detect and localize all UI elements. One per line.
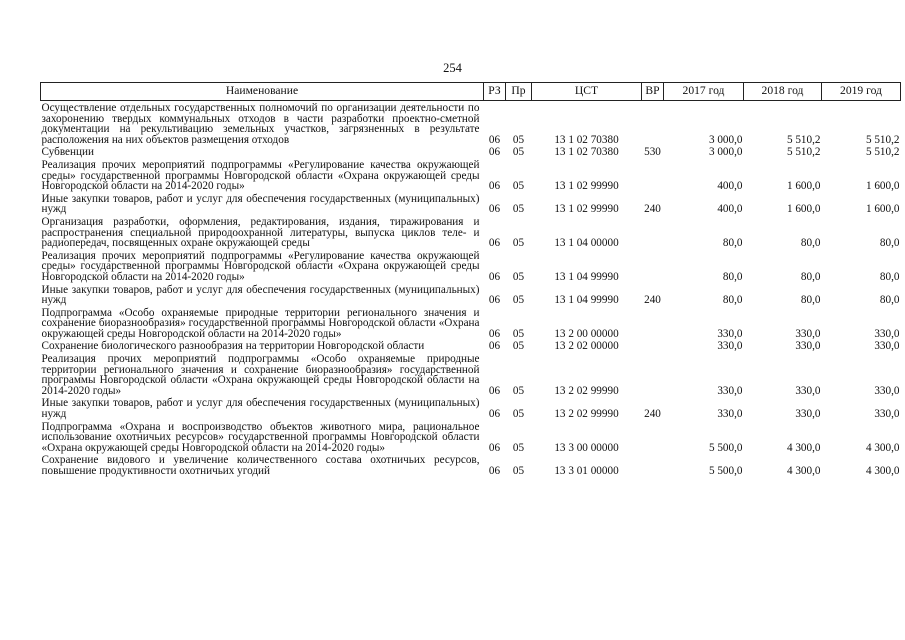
row-name: Реализация прочих мероприятий подпрограммы «Регулирование качества окружающей среды» государственной программы Новгородской области «Охрана окружающей среды Новгородской области на 2014-2020 годы» — [41, 158, 480, 193]
row-pr: 05 — [512, 180, 525, 193]
row-2018: 330,0 — [795, 408, 821, 421]
table-row — [41, 396, 901, 419]
row-rz: 06 — [488, 270, 501, 283]
table-row — [41, 215, 901, 249]
row-2018: 1 600,0 — [786, 180, 821, 193]
row-2019: 80,0 — [879, 294, 900, 307]
row-2018: 5 510,2 — [786, 133, 821, 146]
row-pr: 05 — [512, 408, 525, 421]
row-rz: 06 — [488, 408, 501, 421]
header-2019: 2019 год — [822, 83, 901, 101]
row-cst: 13 1 02 70380 — [554, 133, 619, 146]
row-pr: 05 — [512, 203, 525, 216]
row-pr: 05 — [512, 270, 525, 283]
row-2018: 80,0 — [800, 237, 821, 250]
table-row — [41, 158, 901, 192]
table-header-row — [41, 83, 901, 101]
row-name: Осуществление отдельных государственных полномочий по организации деятельности по захоронению твердых коммунальных отходов в части разработки проектно-сметной документации на рекультивацию земельных участков, загрязненных в результате расположения на них объектов размещения отходов — [41, 102, 480, 146]
header-rz: РЗ — [484, 83, 506, 101]
row-cst: 13 1 02 99990 — [554, 203, 619, 216]
row-2017: 330,0 — [717, 340, 743, 353]
row-2019: 330,0 — [874, 340, 900, 353]
table-row — [41, 352, 901, 396]
row-rz: 06 — [488, 384, 501, 397]
header-vr: ВР — [642, 83, 664, 101]
row-2019: 80,0 — [879, 270, 900, 283]
row-name: Сохранение видового и увеличение количественного состава охотничьих ресурсов, повышение продуктивности охотничьих угодий — [41, 454, 480, 477]
row-vr — [642, 306, 664, 340]
table-row — [41, 339, 901, 352]
row-cst: 13 1 02 99990 — [554, 180, 619, 193]
row-2019: 5 510,2 — [865, 146, 900, 159]
row-2019: 80,0 — [879, 237, 900, 250]
row-2019: 4 300,0 — [865, 441, 900, 454]
row-2017: 330,0 — [717, 408, 743, 421]
row-pr: 05 — [512, 465, 525, 477]
row-vr: 530 — [644, 146, 661, 159]
row-pr: 05 — [512, 441, 525, 454]
row-rz: 06 — [488, 237, 501, 250]
row-cst: 13 2 00 00000 — [554, 327, 619, 340]
row-vr: 240 — [644, 408, 661, 421]
row-vr — [642, 420, 664, 454]
row-pr: 05 — [512, 340, 525, 353]
table-row — [41, 283, 901, 306]
row-2018: 330,0 — [795, 340, 821, 353]
row-2017: 80,0 — [722, 270, 743, 283]
row-cst: 13 3 00 00000 — [554, 441, 619, 454]
row-name: Иные закупки товаров, работ и услуг для обеспечения государственных (муниципальных) нужд — [41, 192, 480, 216]
table-row — [41, 101, 901, 146]
row-name: Подпрограмма «Особо охраняемые природные территории регионального значения и сохранение биоразнообразия» государственной программы Новгородской области «Охрана окружающей среды Новгородской области на 2014-2020 годы» — [41, 306, 480, 340]
row-cst: 13 1 02 70380 — [554, 146, 619, 159]
row-2018: 330,0 — [795, 384, 821, 397]
row-2018: 80,0 — [800, 270, 821, 283]
table-row — [41, 145, 901, 158]
row-2017: 400,0 — [717, 203, 743, 216]
page-number: 254 — [443, 61, 462, 75]
row-2019: 1 600,0 — [865, 180, 900, 193]
row-name: Подпрограмма «Охрана и воспроизводство объектов животного мира, рациональное использование охотничьих ресурсов» государственной программы Новгородской области «Охрана окружающей среды Новгородской области на 2014-2020 годы» — [41, 420, 480, 454]
row-cst: 13 2 02 00000 — [554, 340, 619, 353]
row-cst: 13 1 04 00000 — [554, 237, 619, 250]
row-name: Реализация прочих мероприятий подпрограммы «Регулирование качества окружающей среды» государственной программы Новгородской области «Охрана окружающей среды Новгородской области на 2014-2020 годы» — [41, 249, 480, 283]
row-cst: 13 3 01 00000 — [554, 465, 619, 477]
row-cst: 13 1 04 99990 — [554, 270, 619, 283]
row-pr: 05 — [512, 327, 525, 340]
row-vr — [642, 339, 664, 352]
row-pr: 05 — [512, 146, 525, 159]
row-name: Иные закупки товаров, работ и услуг для обеспечения государственных (муниципальных) нужд — [41, 283, 480, 307]
row-rz: 06 — [488, 203, 501, 216]
row-2018: 80,0 — [800, 294, 821, 307]
row-rz: 06 — [488, 327, 501, 340]
row-2019: 5 510,2 — [865, 133, 900, 146]
row-vr — [642, 453, 664, 476]
row-vr — [642, 158, 664, 192]
row-2018: 1 600,0 — [786, 203, 821, 216]
row-pr: 05 — [512, 237, 525, 250]
row-2017: 80,0 — [722, 294, 743, 307]
row-pr: 05 — [512, 294, 525, 307]
table-row — [41, 249, 901, 283]
header-cst: ЦСТ — [532, 83, 642, 101]
budget-table — [40, 82, 901, 477]
row-name: Организация разработки, оформления, редактирования, издания, тиражирования и распространения специальной природоохранной литературы, выпуска циклов теле- и радиопередач, посвященных охране окружающей среды — [41, 215, 480, 250]
row-2017: 80,0 — [722, 237, 743, 250]
row-vr — [642, 352, 664, 396]
row-rz: 06 — [488, 133, 501, 146]
row-vr — [642, 215, 664, 249]
row-2017: 330,0 — [717, 327, 743, 340]
row-cst: 13 2 02 99990 — [554, 384, 619, 397]
row-name: Реализация прочих мероприятий подпрограммы «Особо охраняемые природные территории регионального значения и сохранение биоразнообразия» государственной программы Новгородской области «Охрана окружающей среды Новгородской области на 2014-2020 годы» — [41, 353, 480, 397]
row-2019: 1 600,0 — [865, 203, 900, 216]
row-rz: 06 — [488, 465, 501, 477]
row-rz: 06 — [488, 340, 501, 353]
row-2019: 330,0 — [874, 384, 900, 397]
row-2017: 330,0 — [717, 384, 743, 397]
header-pr: Пр — [506, 83, 532, 101]
row-name: Субвенции — [41, 146, 94, 159]
header-name: Наименование — [41, 83, 484, 101]
header-2017: 2017 год — [664, 83, 744, 101]
row-2017: 3 000,0 — [708, 133, 743, 146]
row-vr — [642, 101, 664, 146]
row-2017: 400,0 — [717, 180, 743, 193]
table-row — [41, 306, 901, 340]
row-2019: 330,0 — [874, 408, 900, 421]
row-2018: 4 300,0 — [786, 465, 821, 477]
row-rz: 06 — [488, 146, 501, 159]
row-rz: 06 — [488, 180, 501, 193]
row-vr — [642, 249, 664, 283]
table-row — [41, 192, 901, 215]
row-2019: 4 300,0 — [865, 465, 900, 477]
row-vr: 240 — [644, 203, 661, 216]
row-name: Иные закупки товаров, работ и услуг для обеспечения государственных (муниципальных) нужд — [41, 397, 480, 421]
row-rz: 06 — [488, 441, 501, 454]
header-2018: 2018 год — [744, 83, 822, 101]
row-2018: 5 510,2 — [786, 146, 821, 159]
row-2017: 3 000,0 — [708, 146, 743, 159]
row-2017: 5 500,0 — [708, 465, 743, 477]
row-vr: 240 — [644, 294, 661, 307]
table-row — [41, 420, 901, 454]
row-cst: 13 2 02 99990 — [554, 408, 619, 421]
row-pr: 05 — [512, 133, 525, 146]
table-row — [41, 453, 901, 476]
row-pr: 05 — [512, 384, 525, 397]
row-rz: 06 — [488, 294, 501, 307]
row-2019: 330,0 — [874, 327, 900, 340]
row-2018: 4 300,0 — [786, 441, 821, 454]
row-2017: 5 500,0 — [708, 441, 743, 454]
row-name: Сохранение биологического разнообразия на территории Новгородской области — [41, 340, 425, 353]
row-cst: 13 1 04 99990 — [554, 294, 619, 307]
row-2018: 330,0 — [795, 327, 821, 340]
